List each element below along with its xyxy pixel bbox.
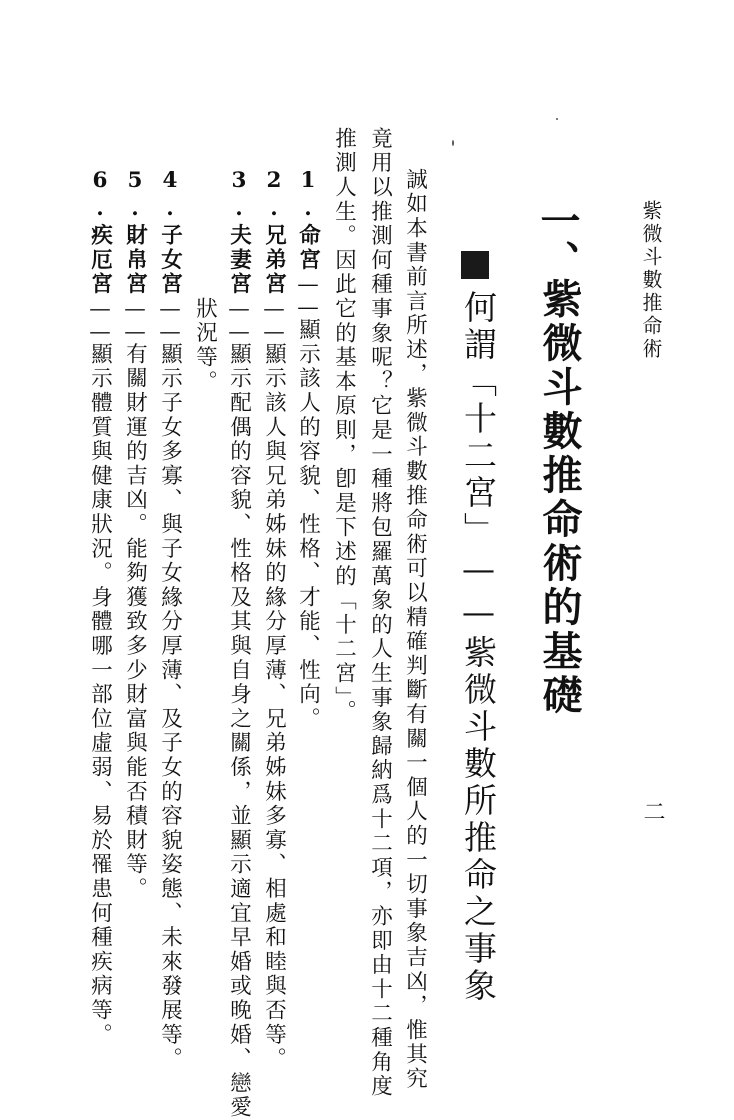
palace-dash: —— [122, 296, 148, 343]
palace-description: 顯示該人與兄弟姊妹的緣分厚薄、兄弟姊妹多寡、相處和睦與否等。 [261, 342, 287, 1072]
palace-name: 兄弟宮 [261, 223, 287, 297]
page-number: 二 [640, 800, 665, 822]
palace-item-health [89, 168, 111, 1047]
running-title: 紫微斗數推命術 [639, 200, 663, 361]
chapter-number: 一、 [534, 200, 581, 280]
palace-description: 顯示該人的容貌、性格、才能、性向。 [295, 318, 321, 732]
intro-line-2: 竟用以推測何種事象呢？它是一種將包羅萬象的人生事象歸納爲十二項，亦即由十二種角度 [367, 127, 393, 1099]
palace-dash: —— [295, 272, 321, 319]
palace-item-wealth [124, 168, 146, 901]
palace-name: 疾厄宮 [87, 223, 113, 297]
palace-number: 4. [157, 168, 183, 224]
palace-description: 顯示體質與健康狀況。身體哪一部位虛弱、易於罹患何種疾病等。 [87, 342, 113, 1048]
palace-name: 夫妻宮 [226, 223, 252, 297]
palace-item-children [159, 168, 181, 1072]
palace-item-spouse [228, 168, 250, 1120]
palace-number: 5. [122, 168, 148, 224]
palace-description: 顯示子女多寡、與子女緣分厚薄、及子女的容貌姿態、未來發展等。 [157, 342, 183, 1072]
palace-number: 1. [295, 168, 321, 224]
intro-line-3: 推測人生。因此它的基本原則，卽是下述的「十二宮」。 [331, 127, 357, 724]
palace-dash: —— [157, 296, 183, 343]
section-title: 何謂「十二宮」——紫微斗數所推命之事象 [459, 290, 498, 1005]
palace-name: 子女宮 [157, 223, 183, 297]
palace-description: 顯示配偶的容貌、性格及其與自身之關係，並顯示適宜早婚或晚婚、戀愛 [226, 342, 252, 1120]
palace-dash: —— [261, 296, 287, 343]
section-marker-square [461, 251, 489, 279]
palace-name: 財帛宮 [122, 223, 148, 297]
palace-number: 6. [87, 168, 113, 224]
palace-item-siblings [263, 168, 285, 1072]
palace-number: 3. [226, 168, 252, 224]
intro-line-1: 誠如本書前言所述，紫微斗數推命術可以精確判斷有關一個人的一切事象吉凶，惟其究 [402, 168, 428, 1092]
palace-dash: —— [87, 296, 113, 343]
scan-speck [452, 140, 454, 146]
palace-dash: —— [226, 296, 252, 343]
palace-item-spouse-continued: 狀況等。 [192, 297, 218, 395]
chapter-title: 紫微斗數推命術的基礎 [536, 278, 583, 718]
palace-name: 命宮 [295, 223, 321, 273]
scan-speck [556, 118, 558, 120]
palace-number: 2. [261, 168, 287, 224]
palace-item-ming [297, 168, 319, 731]
palace-description: 有關財運的吉凶。能夠獲致多少財富與能否積財等。 [122, 342, 148, 902]
